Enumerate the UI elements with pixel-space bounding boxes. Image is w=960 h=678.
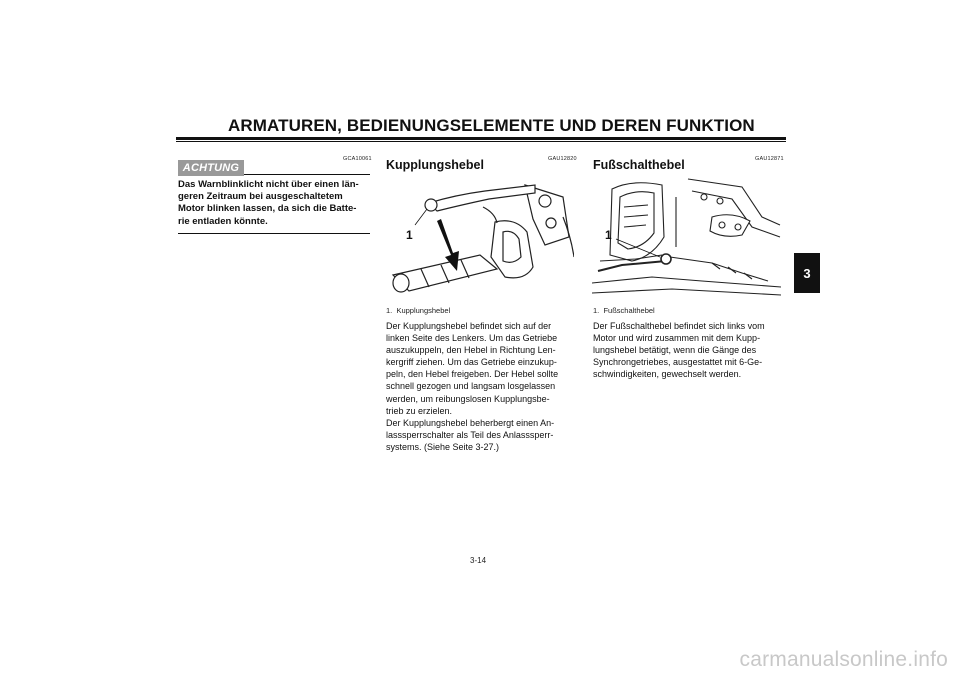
clutch-caption-label: Kupplungshebel [396, 306, 451, 315]
shift-pedal-illustration [592, 177, 781, 302]
shift-code: GAU12871 [755, 156, 784, 162]
clutch-caption-number: 1. [386, 306, 393, 315]
shift-pedal-figure [592, 177, 781, 302]
caution-code: GCA10061 [343, 156, 372, 162]
shift-caption-number: 1. [593, 306, 600, 315]
clutch-lever-figure [385, 177, 574, 302]
shift-heading: Fußschalthebel [593, 158, 685, 172]
clutch-code: GAU12820 [548, 156, 577, 162]
shift-caption [593, 306, 655, 315]
caution-badge: ACHTUNG [178, 160, 244, 176]
clutch-lever-illustration [385, 177, 574, 302]
caution-top-rule [244, 174, 370, 175]
clutch-heading: Kupplungshebel [386, 158, 484, 172]
page-title: ARMATUREN, BEDIENUNGSELEMENTE UND DEREN FUNKTION [228, 116, 755, 135]
shift-body: Der Fußschalthebel befindet sich links vom Motor und wird zusammen mit dem Kupp- lungshebel betätigt, wenn die Gänge des Synchrongetriebes, ausgestattet mit 6-Ge- schwindigkeiten, gewechselt werden. [593, 321, 765, 380]
shift-caption-label: Fußschalthebel [603, 306, 655, 315]
shift-callout: 1 [605, 228, 612, 242]
caution-text: Das Warnblinklicht nicht über einen län- geren Zeitraum bei ausgeschaltetem Motor blinken lassen, da sich die Batte- rie entladen könnte. [178, 179, 359, 227]
title-rule [176, 137, 786, 140]
chapter-tab[interactable]: 3 [794, 253, 820, 293]
title-rule-thin [176, 141, 786, 142]
watermark: carmanualsonline.info [739, 648, 948, 671]
page-number: 3-14 [470, 556, 487, 565]
clutch-callout: 1 [406, 228, 413, 242]
caution-bottom-rule [178, 233, 370, 234]
clutch-body: Der Kupplungshebel befindet sich auf der linken Seite des Lenkers. Um das Getriebe auszukuppeln, den Hebel in Richtung Len- kergriff ziehen. Um das Getriebe einzukup- peln, den Hebel freigeben. Der Hebel sollte schnell gezogen und langsam losgelassen werden, um reibungslosen Kupplungsbe- trieb zu erzielen. Der Kupplungshebel beherbergt einen An- lasssperrschalter als Teil des Anlasssperr- systems. (Siehe Seite 3-27.) [386, 321, 559, 452]
clutch-caption [386, 306, 450, 315]
